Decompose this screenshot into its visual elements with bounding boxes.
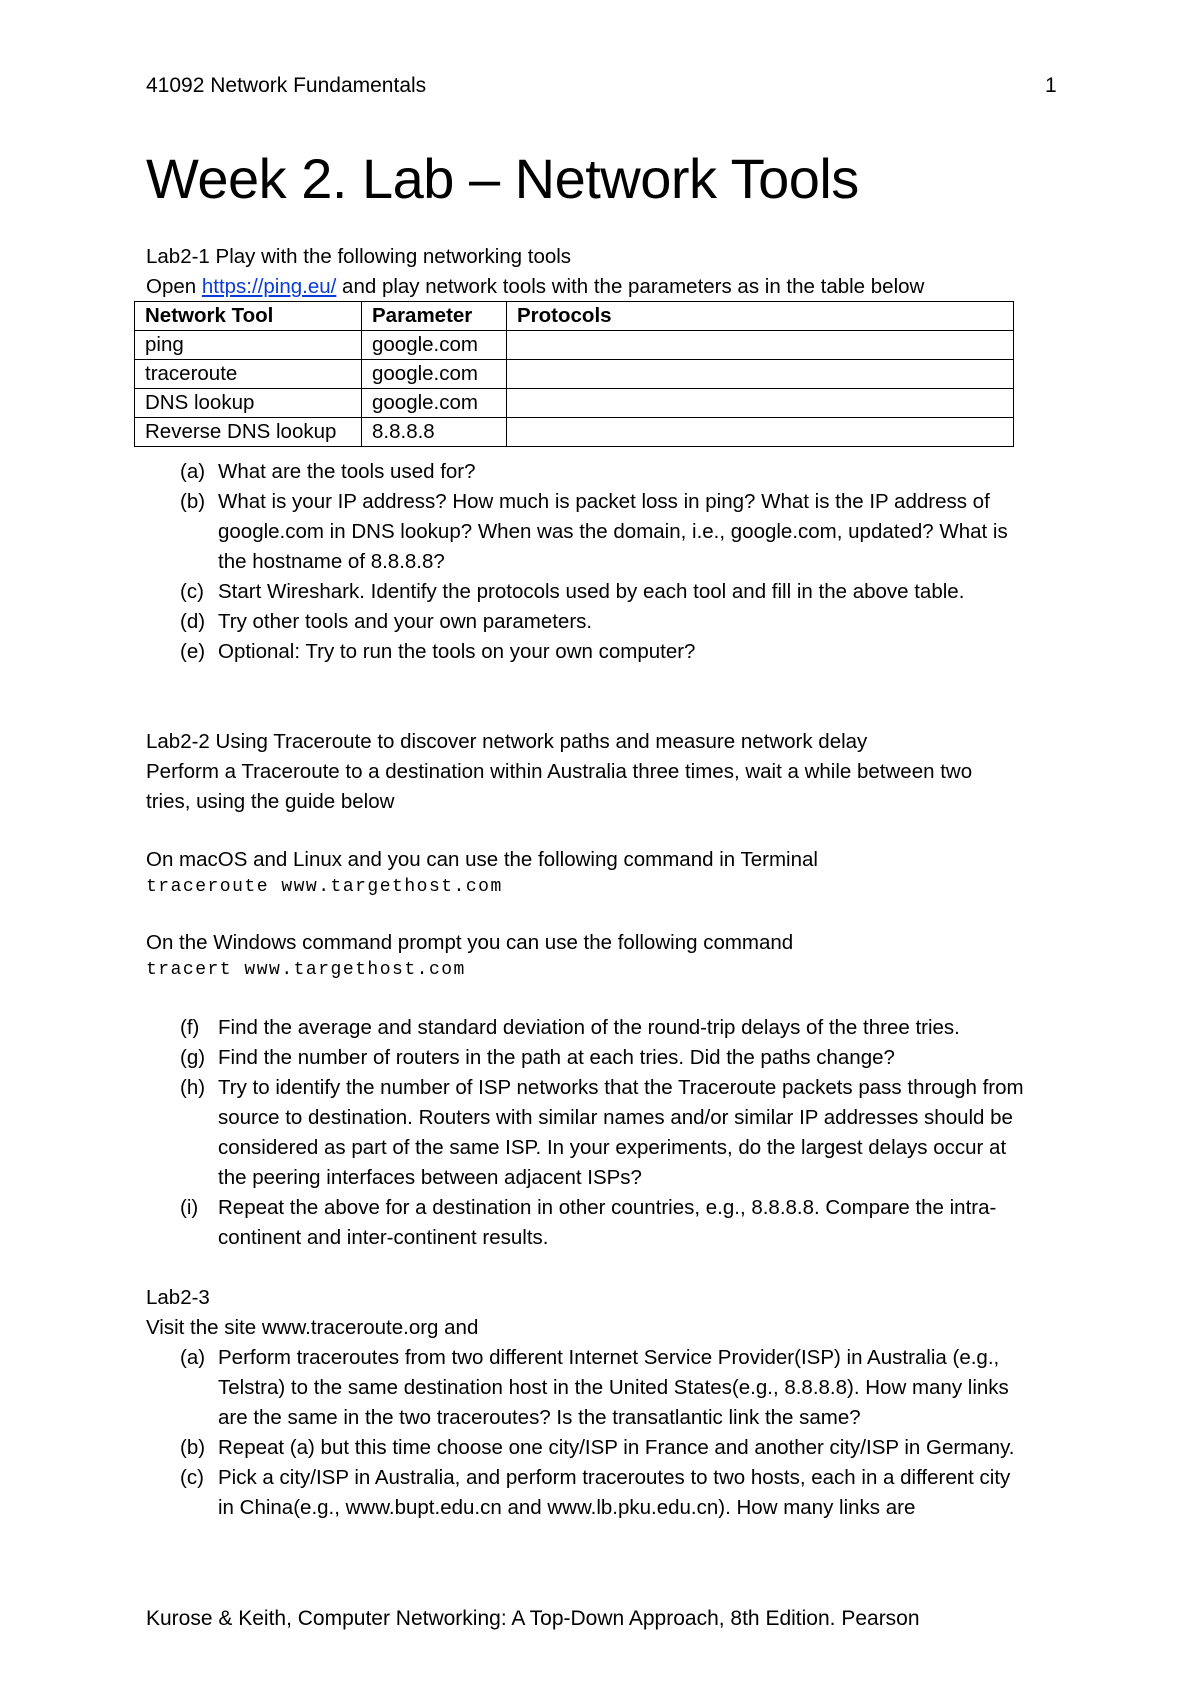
lab1-intro-prefix: Open (146, 275, 202, 298)
lab3-intro: Visit the site www.traceroute.org and (146, 1316, 479, 1339)
footer-reference: Kurose & Keith, Computer Networking: A Top-Down Approach, 8th Edition. Pearson (146, 1607, 920, 1630)
item-text: Start Wireshark. Identify the protocols used by each tool and fill in the above table. (218, 580, 965, 603)
cell-parameter: google.com (362, 360, 507, 389)
item-label: (b) (180, 490, 206, 513)
list-item (146, 607, 1028, 637)
item-text: Repeat the above for a destination in other countries, e.g., 8.8.8.8. Compare the intra-continent and inter-continent results. (218, 1196, 997, 1249)
lab1-questions (146, 457, 1028, 667)
item-text: Optional: Try to run the tools on your own computer? (218, 640, 696, 663)
item-text: Find the average and standard deviation of the round-trip delays of the three tries. (218, 1016, 960, 1039)
item-label: (a) (180, 1346, 206, 1369)
cell-protocols[interactable] (507, 360, 1014, 389)
table-row (135, 331, 1014, 360)
page-title: Week 2. Lab – Network Tools (146, 147, 859, 210)
list-item (146, 1013, 1028, 1043)
item-label: (b) (180, 1436, 206, 1459)
item-text: Pick a city/ISP in Australia, and perform traceroutes to two hosts, each in a different city in China(e.g., www.bupt.edu.cn and www.lb.pku.edu.cn). How many links are (218, 1466, 1011, 1519)
item-text: Perform traceroutes from two different Internet Service Provider(ISP) in Australia (e.g., Telstra) to the same destination host in the United States(e.g., 8.8.8.8). How many links are the same in the two traceroutes? Is the transatlantic link the same? (218, 1346, 1009, 1429)
item-text: Find the number of routers in the path at each tries. Did the paths change? (218, 1046, 895, 1069)
list-item (146, 457, 1028, 487)
item-text: Try to identify the number of ISP networks that the Traceroute packets pass through from source to destination. Routers with similar names and/or similar IP addresses should be considered as part of the same ISP. In your experiments, do the largest delays occur at the peering interfaces between adjacent ISPs? (218, 1076, 1024, 1189)
windows-command: tracert www.targethost.com (146, 960, 466, 980)
cell-tool: ping (135, 331, 362, 360)
table-row (135, 389, 1014, 418)
list-item (146, 1043, 1028, 1073)
list-item (146, 577, 1028, 607)
lab1-intro-suffix: and play network tools with the parameters as in the table below (336, 275, 925, 298)
list-item (146, 1343, 1028, 1433)
cell-parameter: google.com (362, 331, 507, 360)
item-label: (c) (180, 580, 204, 603)
lab2-intro-line2: tries, using the guide below (146, 790, 395, 813)
list-item (146, 487, 1028, 577)
table-row (135, 360, 1014, 389)
lab2-intro-line1: Perform a Traceroute to a destination within Australia three times, wait a while between two (146, 760, 973, 783)
ping-eu-link[interactable]: https://ping.eu/ (201, 275, 337, 298)
list-item (146, 637, 1028, 667)
lab2-questions (146, 1013, 1028, 1253)
item-text: Try other tools and your own parameters. (218, 610, 593, 633)
mac-command: traceroute www.targethost.com (146, 877, 503, 897)
mac-instruction: On macOS and Linux and you can use the following command in Terminal (146, 848, 818, 871)
cell-tool: DNS lookup (135, 389, 362, 418)
item-label: (h) (180, 1076, 206, 1099)
item-text: What is your IP address? How much is packet loss in ping? What is the IP address of google.com in DNS lookup? When was the domain, i.e., google.com, updated? What is the hostname of 8.8.8.8? (218, 490, 1008, 573)
cell-protocols[interactable] (507, 418, 1014, 447)
item-text: Repeat (a) but this time choose one city/ISP in France and another city/ISP in Germany. (218, 1436, 1015, 1459)
cell-tool: Reverse DNS lookup (135, 418, 362, 447)
list-item (146, 1433, 1028, 1463)
item-text: What are the tools used for? (218, 460, 476, 483)
item-label: (c) (180, 1466, 204, 1489)
cell-parameter: 8.8.8.8 (362, 418, 507, 447)
header-parameter: Parameter (362, 302, 507, 331)
header-network-tool: Network Tool (135, 302, 362, 331)
header-page-number: 1 (1045, 74, 1057, 97)
table-row (135, 418, 1014, 447)
header-course: 41092 Network Fundamentals (146, 74, 427, 97)
list-item (146, 1463, 1028, 1523)
header-protocols: Protocols (507, 302, 1014, 331)
table-header-row (135, 302, 1014, 331)
lab1-heading: Lab2-1 Play with the following networking tools (146, 245, 572, 268)
item-label: (g) (180, 1046, 206, 1069)
lab2-heading: Lab2-2 Using Traceroute to discover network paths and measure network delay (146, 730, 868, 753)
cell-tool: traceroute (135, 360, 362, 389)
lab3-heading: Lab2-3 (146, 1286, 210, 1309)
windows-instruction: On the Windows command prompt you can use the following command (146, 931, 794, 954)
item-label: (d) (180, 610, 206, 633)
lab1-intro (146, 272, 924, 302)
cell-parameter: google.com (362, 389, 507, 418)
item-label: (f) (180, 1016, 200, 1039)
item-label: (e) (180, 640, 206, 663)
cell-protocols[interactable] (507, 389, 1014, 418)
tools-table (134, 301, 1014, 447)
item-label: (a) (180, 460, 206, 483)
item-label: (i) (180, 1196, 199, 1219)
list-item (146, 1073, 1028, 1193)
list-item (146, 1193, 1028, 1253)
lab3-questions (146, 1343, 1028, 1523)
cell-protocols[interactable] (507, 331, 1014, 360)
